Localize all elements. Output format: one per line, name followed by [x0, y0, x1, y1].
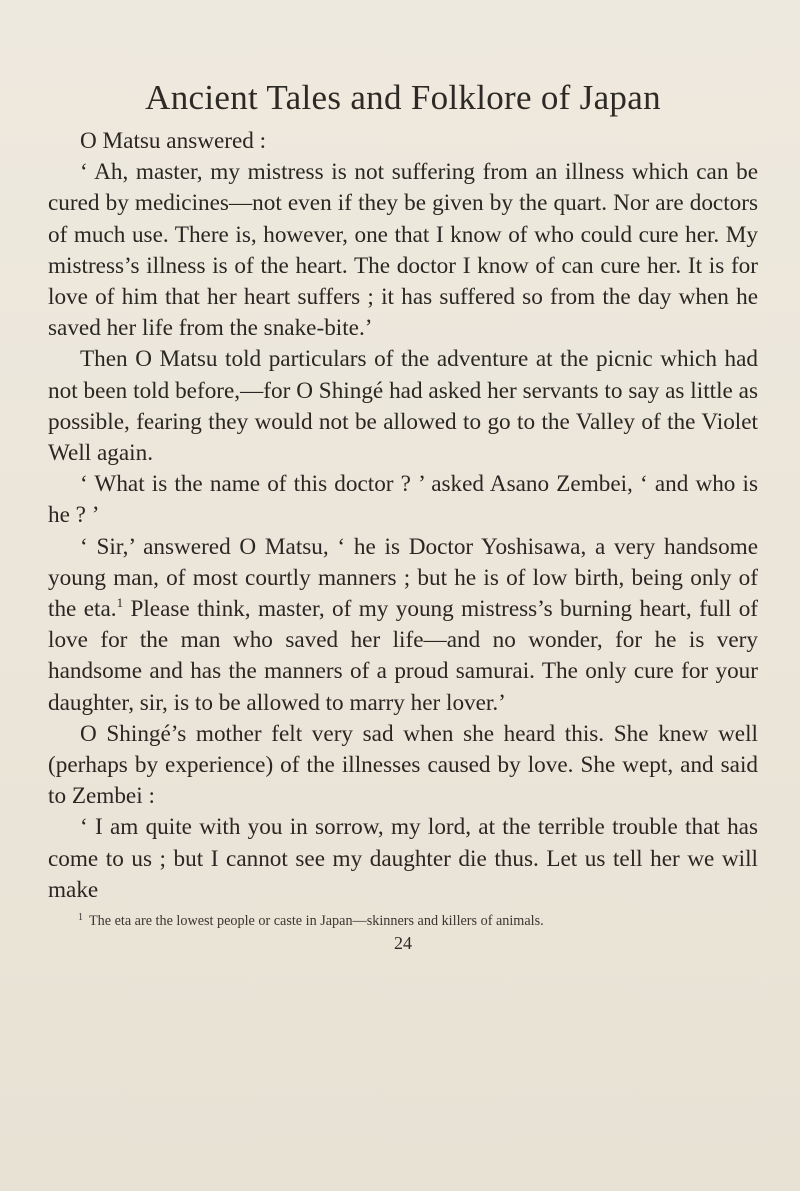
footnote-text: The eta are the lowest people or caste in Japan—skinners and killers of animals.: [89, 913, 544, 930]
footnote-number: 1: [78, 912, 83, 924]
paragraph: ‘ I am quite with you in sorrow, my lord, at the terrible trouble that has come to us ; but I cannot see my daughter die thus. Let us tell her we will make: [48, 814, 758, 903]
paragraph: O Shingé’s mother felt very sad when she heard this. She knew well (perhaps by experience) of the illnesses caused by love. She wept, and said to Zembei :: [48, 720, 758, 810]
footnote-marker: 1: [116, 595, 124, 611]
paragraph-text-after-note: Please think, master, of my young mistress’s burning heart, full of love for the man who saved her life—and no wonder, for he is very handsome and has the manners of a proud samurai. The only cure for your daughter, sir, is to be allowed to marry her lover.’: [48, 596, 759, 716]
paragraph: O Matsu answered :: [80, 128, 267, 154]
running-header: Ancient Tales and Folklore of Japan: [145, 78, 661, 117]
paragraph: ‘ Ah, master, my mistress is not suffering from an illness which can be cured by medicines—not even if they be given by the quart. Nor are doctors of much use. There is, however, one that I know of who could cure her. My mistress’s illness is of the heart. The doctor I know of can cure her. It is for love of him that her heart suffers ; it has suffered so from the day when he saved her life from the snake-bite.’: [48, 159, 758, 342]
paragraph-text-before-note: ‘ Sir,’ answered O Matsu, ‘ he is Doctor Yoshisawa, a very handsome young man, of most courtly manners ; but he is of low birth, being only of the eta.: [48, 533, 758, 623]
paragraph: ‘ What is the name of this doctor ? ’ asked Asano Zembei, ‘ and who is he ? ’: [48, 471, 758, 529]
footnote: [48, 912, 758, 930]
page-number: 24: [394, 933, 412, 954]
paragraph: Then O Matsu told particulars of the adventure at the picnic which had not been told before,—for O Shingé had asked her servants to say as little as possible, fearing they would not be allowed to go to the Valley of the Violet Well again.: [48, 346, 758, 467]
body-text: [48, 126, 758, 906]
paragraph-with-footnote: [48, 532, 758, 719]
